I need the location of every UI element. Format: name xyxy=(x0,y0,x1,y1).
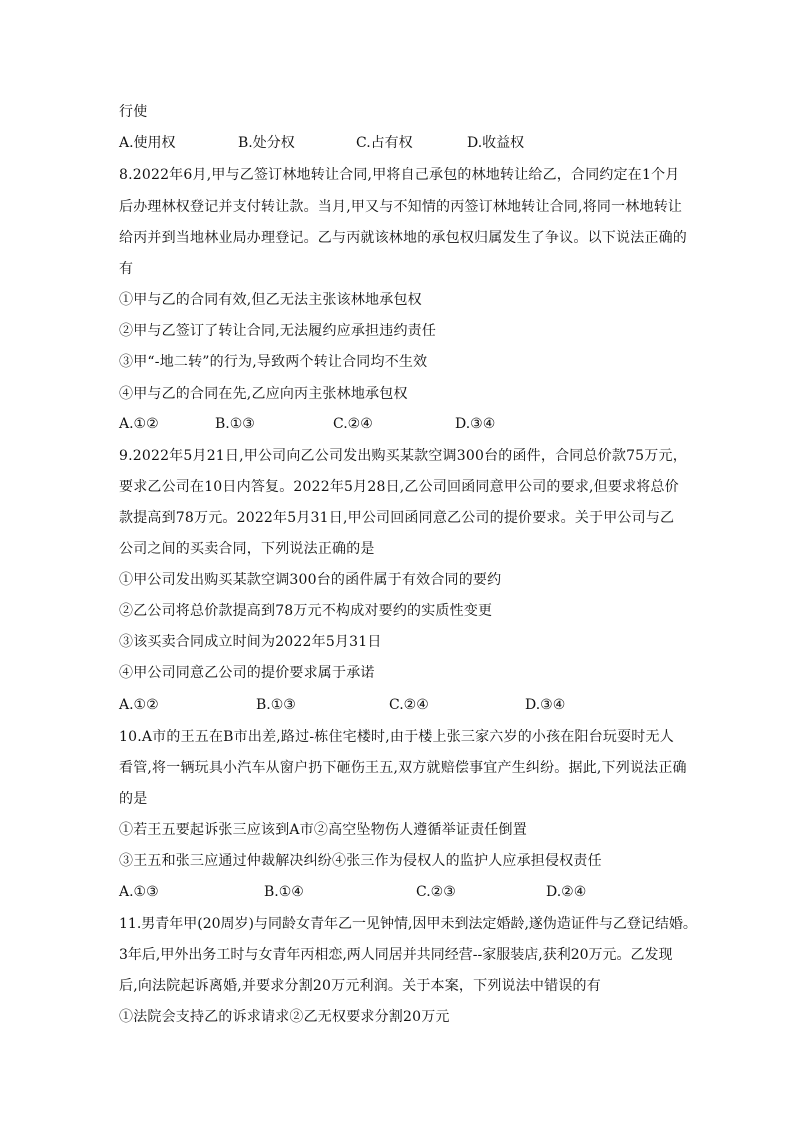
question-9-stem: 9.2022年5月21日,甲公司向乙公司发出购买某款空调300台的函件，合同总价款75万元， xyxy=(119,448,687,464)
question-9-stem: 公司之间的买卖合同，下列说法正确的是 xyxy=(119,541,375,557)
question-10-stem: 的是 xyxy=(119,791,148,807)
question-8-stem: 8.2022年6月,甲与乙签订林地转让合同,甲将自己承包的林地转让给乙，合同约定在1个月 xyxy=(119,167,680,183)
option-b: B.处分权 xyxy=(238,135,295,151)
statement-item: ②甲与乙签订了转让合同,无法履约应承担违约责任 xyxy=(119,323,437,339)
statement-item: ④甲公司同意乙公司的提价要求属于承诺 xyxy=(119,665,375,681)
option-a: A.使用权 xyxy=(119,135,176,151)
option-b: B.①③ xyxy=(256,697,296,713)
text-line: 行使 xyxy=(119,104,148,120)
statement-item: ①法院会支持乙的诉求请求②乙无权要求分割20万元 xyxy=(119,1009,450,1025)
statement-item: ①甲与乙的合同有效,但乙无法主张该林地承包权 xyxy=(119,292,422,308)
question-11-stem: 后,向法院起诉离婚,并要求分割20万元利润。关于本案，下列说法中错误的有 xyxy=(119,978,601,994)
option-d: D.③④ xyxy=(525,697,566,713)
option-d: D.②④ xyxy=(546,884,587,900)
option-c: C.占有权 xyxy=(356,135,413,151)
option-c: C.②④ xyxy=(333,416,373,432)
statement-item: ①若王五要起诉张三应该到A市②高空坠物伤人遵循举证责任倒置 xyxy=(119,822,527,838)
question-10-stem: 10.A市的王五在B市出差,路过-栋住宅楼时,由于楼上张三家六岁的小孩在阳台玩耍时无人 xyxy=(119,729,674,745)
question-8-stem: 给丙并到当地林业局办理登记。乙与丙就该林地的承包权归属发生了争议。以下说法正确的 xyxy=(119,230,687,246)
option-a: A.①② xyxy=(119,697,159,713)
option-a: A.①③ xyxy=(119,884,159,900)
question-8-stem: 有 xyxy=(119,261,134,277)
option-d: D.收益权 xyxy=(467,135,525,151)
question-9-stem: 款提高到78万元。2022年5月31日,甲公司回函同意乙公司的提价要求。关于甲公司与乙 xyxy=(119,510,675,526)
statement-item: ③甲“-地二转”的行为,导致两个转让合同均不生效 xyxy=(119,354,428,370)
question-8-stem: 后办理林权登记并支付转让款。当月,甲又与不知情的丙签订林地转让合同,将同一林地转让 xyxy=(119,199,683,215)
question-11-stem: 3年后,甲外出务工时与女青年丙相恋,两人同居并共同经营--家服装店,获利20万元。乙发现 xyxy=(119,947,673,963)
option-a: A.①② xyxy=(119,416,159,432)
option-d: D.③④ xyxy=(455,416,496,432)
option-b: B.①③ xyxy=(215,416,255,432)
question-10-stem: 看管,将一辆玩具小汽车从窗户扔下砸伤王五,双方就赔偿事宜产生纠纷。据此,下列说法正确 xyxy=(119,760,687,776)
question-9-stem: 要求乙公司在10日内答复。2022年5月28日,乙公司回函同意甲公司的要求,但要求将总价 xyxy=(119,479,679,495)
option-b: B.①④ xyxy=(264,884,304,900)
question-11-stem: 11.男青年甲(20周岁)与同龄女青年乙一见钟情,因甲未到法定婚龄,遂伪造证件与乙登记结婚。 xyxy=(119,916,697,932)
option-c: C.②④ xyxy=(389,697,429,713)
option-c: C.②③ xyxy=(416,884,456,900)
statement-item: ③该买卖合同成立时间为2022年5月31日 xyxy=(119,634,382,650)
statement-item: ④甲与乙的合同在先,乙应向丙主张林地承包权 xyxy=(119,386,408,402)
statement-item: ①甲公司发出购买某款空调300台的函件属于有效合同的要约 xyxy=(119,572,502,588)
statement-item: ②乙公司将总价款提高到78万元不构成对要约的实质性变更 xyxy=(119,603,493,619)
statement-item: ③王五和张三应通过仲裁解决纠纷④张三作为侵权人的监护人应承担侵权责任 xyxy=(119,853,602,869)
